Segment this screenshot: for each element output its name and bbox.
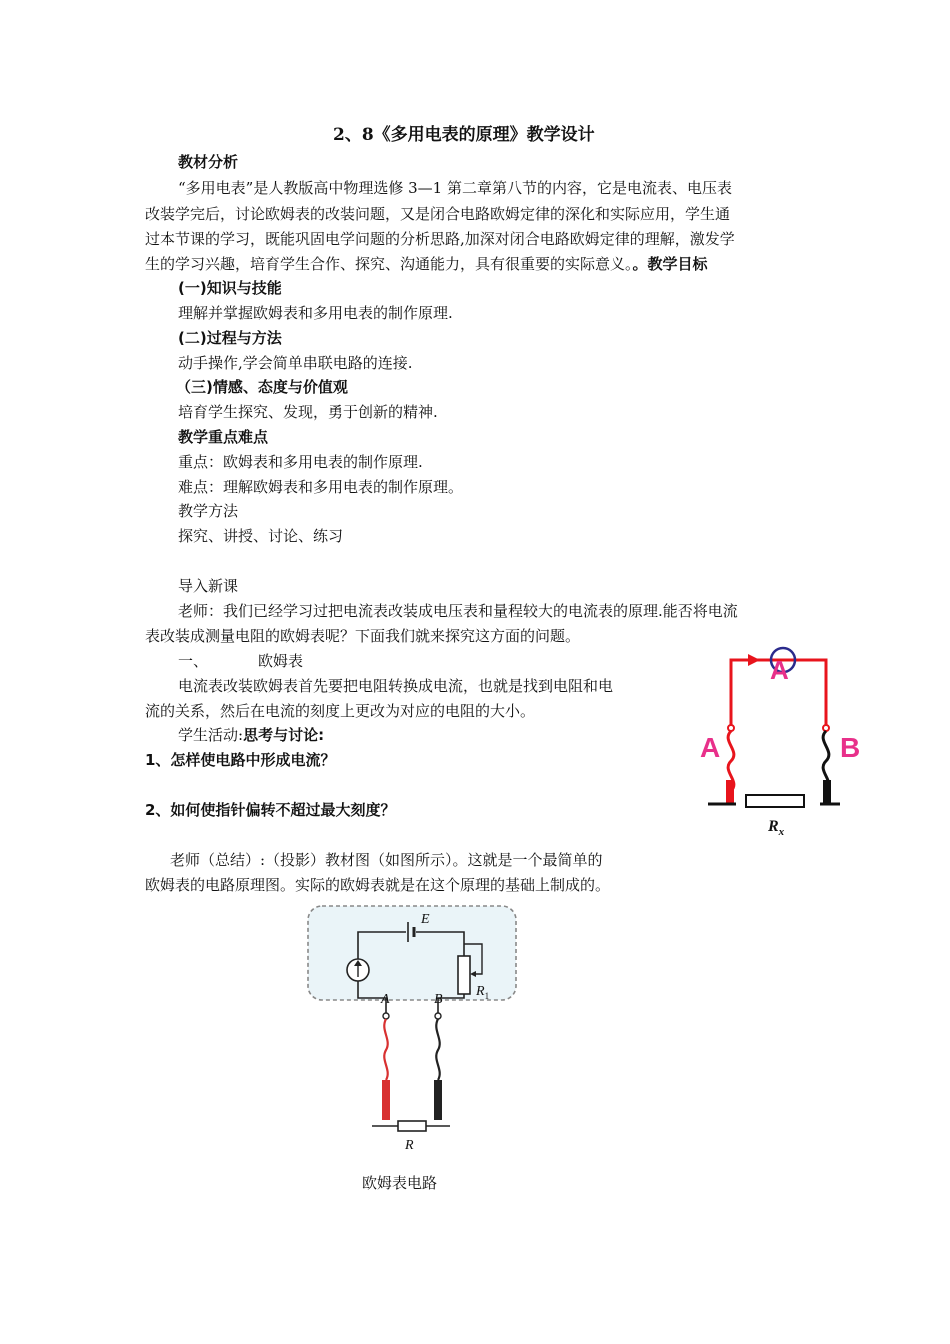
left-probe-tip <box>726 780 734 804</box>
analysis-line-1: “多用电表”是人教版高中物理选修 3—1 第二章第八节的内容，它是电流表、电压表 <box>178 179 732 197</box>
question-2: 2、如何使指针偏转不超过最大刻度？ <box>145 801 396 819</box>
analysis-line-3: 过本节课的学习，既能巩固电学问题的分析思路,加深对闭合电路欧姆定律的理解，激发学 <box>145 230 735 248</box>
section-heading-analysis: 教材分析 <box>178 153 239 171</box>
rheostat-r1-icon <box>458 956 470 994</box>
resistor-rx-main: R <box>768 818 779 835</box>
activity-prefix: 学生活动: <box>178 726 244 744</box>
page-title: 2、8《多用电表的原理》教学设计 <box>333 125 595 145</box>
terminal-b-label: B <box>434 992 443 1007</box>
emf-label: E <box>421 912 430 927</box>
black-probe-tip <box>434 1080 442 1120</box>
meter-label: A <box>770 655 789 685</box>
resistor-rx-label <box>768 818 784 838</box>
goal1-label: (一)知识与技能 <box>178 279 282 297</box>
red-lead <box>384 1019 387 1080</box>
terminal-a-label: A <box>381 992 390 1007</box>
resistor-rx-icon <box>746 795 804 807</box>
difficulty-text: 难点：理解欧姆表和多用电表的制作原理。 <box>178 478 464 496</box>
goal1-text: 理解并掌握欧姆表和多用电表的制作原理. <box>178 304 453 322</box>
red-probe-tip <box>382 1080 390 1120</box>
rheostat-label-main: R <box>476 984 485 999</box>
rheostat-label-sub: 1 <box>484 990 490 1001</box>
left-terminal-icon <box>728 725 734 731</box>
summary-line-1: 老师（总结）:（投影）教材图（如图所示）。这就是一个最简单的 <box>170 851 603 869</box>
method-text: 探究、讲授、讨论、练习 <box>178 527 344 545</box>
terminal-a-icon <box>383 1013 389 1019</box>
right-probe-label: B <box>840 732 861 763</box>
resistor-r-icon <box>398 1121 426 1131</box>
part1-line-1: 电流表改装欧姆表首先要把电阻转换成电流，也就是找到电阻和电 <box>178 677 614 695</box>
goal2-label: (二)过程与方法 <box>178 329 282 347</box>
rheostat-label <box>476 984 489 1001</box>
intro-line-1: 老师：我们已经学习过把电流表改装成电压表和量程较大的电流表的原理.能否将电流 <box>178 602 738 620</box>
activity-label: 思考与讨论: <box>243 726 325 744</box>
resistor-rx-sub: x <box>778 826 785 839</box>
probe-circuit-diagram <box>690 640 890 850</box>
ohmmeter-circuit-drawing <box>298 900 528 1170</box>
section-heading-goals: 。教学目标 <box>632 255 708 273</box>
figure-caption: 欧姆表电路 <box>362 1174 438 1192</box>
black-lead <box>436 1019 439 1080</box>
resistor-r-label: R <box>405 1138 414 1153</box>
right-terminal-icon <box>823 725 829 731</box>
activity-line <box>178 725 324 745</box>
part1-line-2: 流的关系，然后在电流的刻度上更改为对应的电阻的大小。 <box>145 702 536 720</box>
section-heading-intro: 导入新课 <box>178 577 239 595</box>
question-1: 1、怎样使电路中形成电流？ <box>145 751 336 769</box>
intro-line-2: 表改装成测量电阻的欧姆表呢？下面我们就来探究这方面的问题。 <box>145 627 581 645</box>
analysis-line-4-text: 生的学习兴趣，培育学生合作、探究、沟通能力，具有很重要的实际意义。 <box>145 255 633 273</box>
part1-number: 一、 <box>178 652 209 670</box>
summary-line-2: 欧姆表的电路原理图。实际的欧姆表就是在这个原理的基础上制成的。 <box>145 876 611 894</box>
goal3-text: 培育学生探究、发现，勇于创新的精神. <box>178 403 438 421</box>
current-arrow-icon <box>748 654 760 666</box>
part1-title: 欧姆表 <box>258 652 304 670</box>
ohmmeter-circuit-figure <box>298 900 528 1170</box>
keypoint-text: 重点：欧姆表和多用电表的制作原理. <box>178 453 423 471</box>
analysis-line-2: 改装学完后，讨论欧姆表的改装问题，又是闭合电路欧姆定律的深化和实际应用，学生通 <box>145 205 731 223</box>
section-heading-method: 教学方法 <box>178 502 239 520</box>
terminal-b-icon <box>435 1013 441 1019</box>
section-heading-keypoints: 教学重点难点 <box>178 428 269 446</box>
goal3-label: （三)情感、态度与价值观 <box>176 378 348 396</box>
left-probe-label: A <box>700 732 721 763</box>
right-probe-tip <box>823 780 831 804</box>
goal2-text: 动手操作,学会简单串联电路的连接. <box>178 354 413 372</box>
analysis-line-4 <box>145 254 708 274</box>
